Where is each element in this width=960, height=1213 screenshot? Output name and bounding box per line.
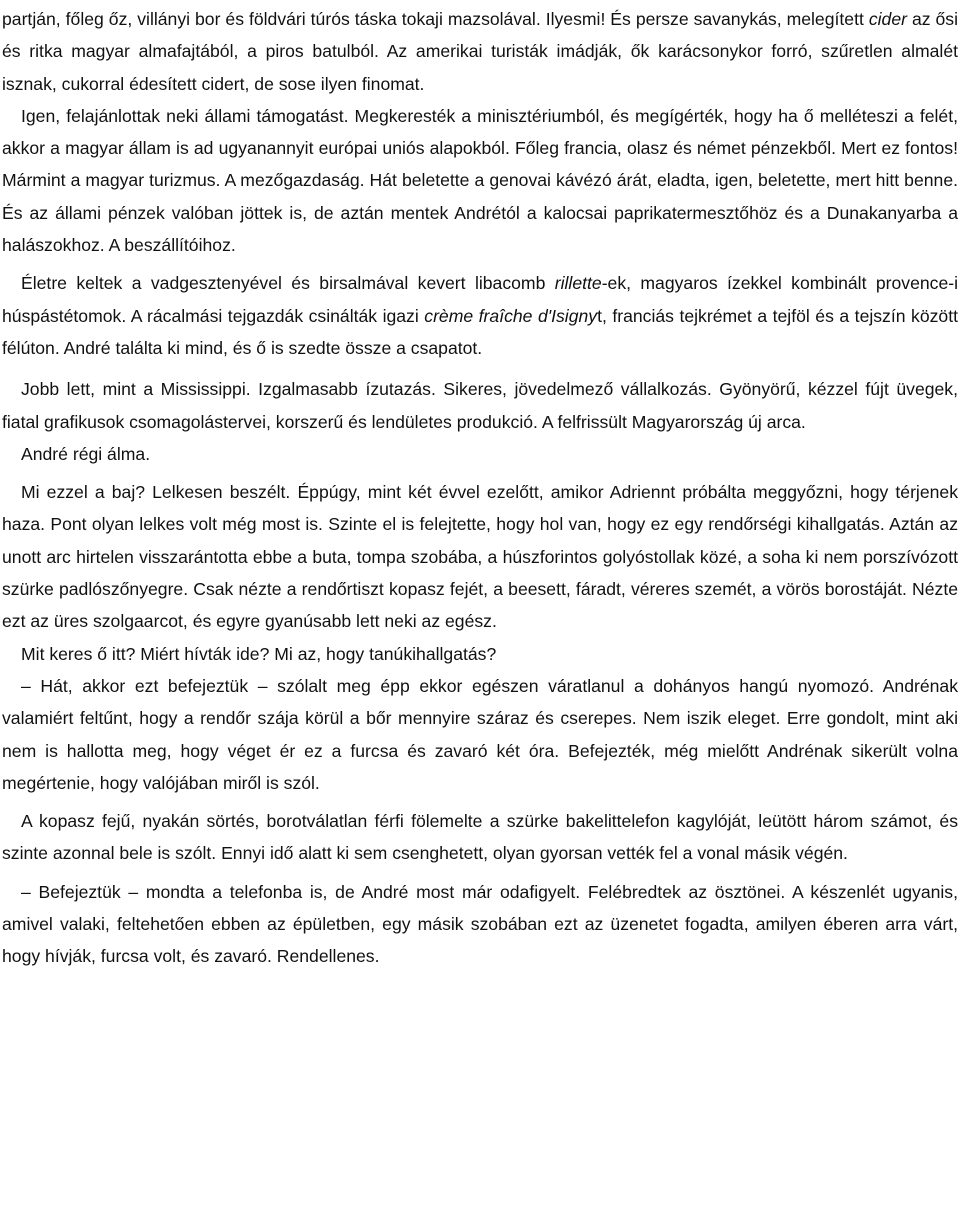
text-segment: – Befejeztük – mondta a telefonba is, de André most már odafigyelt. Felébredtek az ösztönei. A készenlét ugyanis, amivel valaki, feltehetően ebben az épületben, egy másik szobában ezt az üzenetet fogadta, amilyen éberen arra várt, hogy hívják, furcsa volt, és zavaró. Rendellenes. <box>2 881 958 967</box>
italic-text-segment: cider <box>868 9 907 29</box>
paragraph <box>2 638 958 670</box>
text-segment: az ősi és ritka magyar almafajtából, a piros batulból. Az amerikai turisták imádják, ők karácsonykor forró, szűretlen almalét isznak, cukorral édesített cidert, de sose ilyen finomat. <box>2 9 958 94</box>
text-segment: Jobb lett, mint a Mississippi. Izgalmasabb ízutazás. Sikeres, jövedelmező vállalkozás. Gyönyörű, kézzel fújt üvegek, fiatal grafikusok csomagolástervei, korszerű és lendületes produkció. A felfrissült Magyarország új arca. <box>2 379 958 432</box>
text-segment: A kopasz fejű, nyakán sörtés, borotválatlan férfi fölemelte a szürke bakelittelefon kagylóját, leütött három számot, és szinte azonnal bele is szólt. Ennyi idő alatt ki sem csenghetett, olyan gyorsan vették fel a vonal másik végén. <box>2 811 958 864</box>
paragraph <box>2 438 958 470</box>
paragraph <box>2 267 958 364</box>
paragraph <box>2 476 958 637</box>
text-segment: t, franciás tejkrémet a tejföl és a tejszín között félúton. André találta ki mind, és ő is szedte össze a csapatot. <box>2 305 958 358</box>
paragraph <box>2 670 958 799</box>
paragraph <box>2 373 958 438</box>
text-segment: Életre keltek a vadgesztenyével és birsalmával kevert libacomb <box>21 273 555 294</box>
text-segment: – Hát, akkor ezt befejeztük – szólalt meg épp ekkor egészen váratlanul a dohányos hangú nyomozó. Andrénak valamiért feltűnt, hogy a rendőr szája körül a bőr mennyire száraz és cserepes. Nem iszik eleget. Erre gondolt, mint aki nem is hallotta meg, hogy véget ér ez a furcsa és zavaró két óra. Befejezték, még mielőtt Andrénak sikerült volna megértenie, hogy valójában miről is szól. <box>2 675 958 793</box>
italic-text-segment: crème fraîche d'Isigny <box>424 305 598 326</box>
text-segment: partján, főleg őz, villányi bor és földvári túrós táska tokaji mazsolával. Ilyesmi! És persze savanykás, melegített <box>2 9 869 29</box>
italic-text-segment: rillette <box>554 273 602 294</box>
paragraph <box>2 805 958 870</box>
text-segment: Igen, felajánlottak neki állami támogatást. Megkeresték a minisztériumból, és megígérték, hogy ha ő melléteszi a felét, akkor a magyar állam is ad ugyanannyit európai uniós alapokból. Főleg francia, olasz és német pénzekből. Mert ez fontos! Mármint a magyar turizmus. A mezőgazdaság. Hát beletette a genovai kávézó árát, eladta, igen, beletette, mert hitt benne. És az állami pénzek valóban jöttek is, de aztán mentek Andrétól a kalocsai paprikatermesztőhöz és a Dunakanyarba a halászokhoz. A beszállítóihoz. <box>2 105 958 256</box>
paragraph <box>2 3 958 100</box>
text-segment: -ek, magyaros ízekkel kombinált provence-i húspástétomok. A rácalmási tejgazdák csinálták igazi <box>2 273 959 326</box>
paragraph <box>2 876 958 973</box>
text-segment: André régi álma. <box>21 443 151 464</box>
text-segment: Mit keres ő itt? Miért hívták ide? Mi az, hogy tanúkihallgatás? <box>21 643 497 664</box>
text-segment: Mi ezzel a baj? Lelkesen beszélt. Éppúgy, mint két évvel ezelőtt, amikor Adriennt próbálta meggyőzni, hogy térjenek haza. Pont olyan lelkes volt még most is. Szinte el is felejtette, hogy hol van, hogy ez egy rendőrségi kihallgatás. Aztán az unott arc hirtelen visszarántotta ebbe a buta, tompa szobába, a húszforintos golyóstollak közé, a soha ki nem porszívózott szürke padlószőnyegre. Csak nézte a rendőrtiszt kopasz fejét, a beesett, fáradt, véreres szemét, a vörös borostáját. Nézte ezt az üres szolgaarcot, és egyre gyanúsabb lett neki az egész. <box>2 482 958 632</box>
paragraph <box>2 100 958 261</box>
